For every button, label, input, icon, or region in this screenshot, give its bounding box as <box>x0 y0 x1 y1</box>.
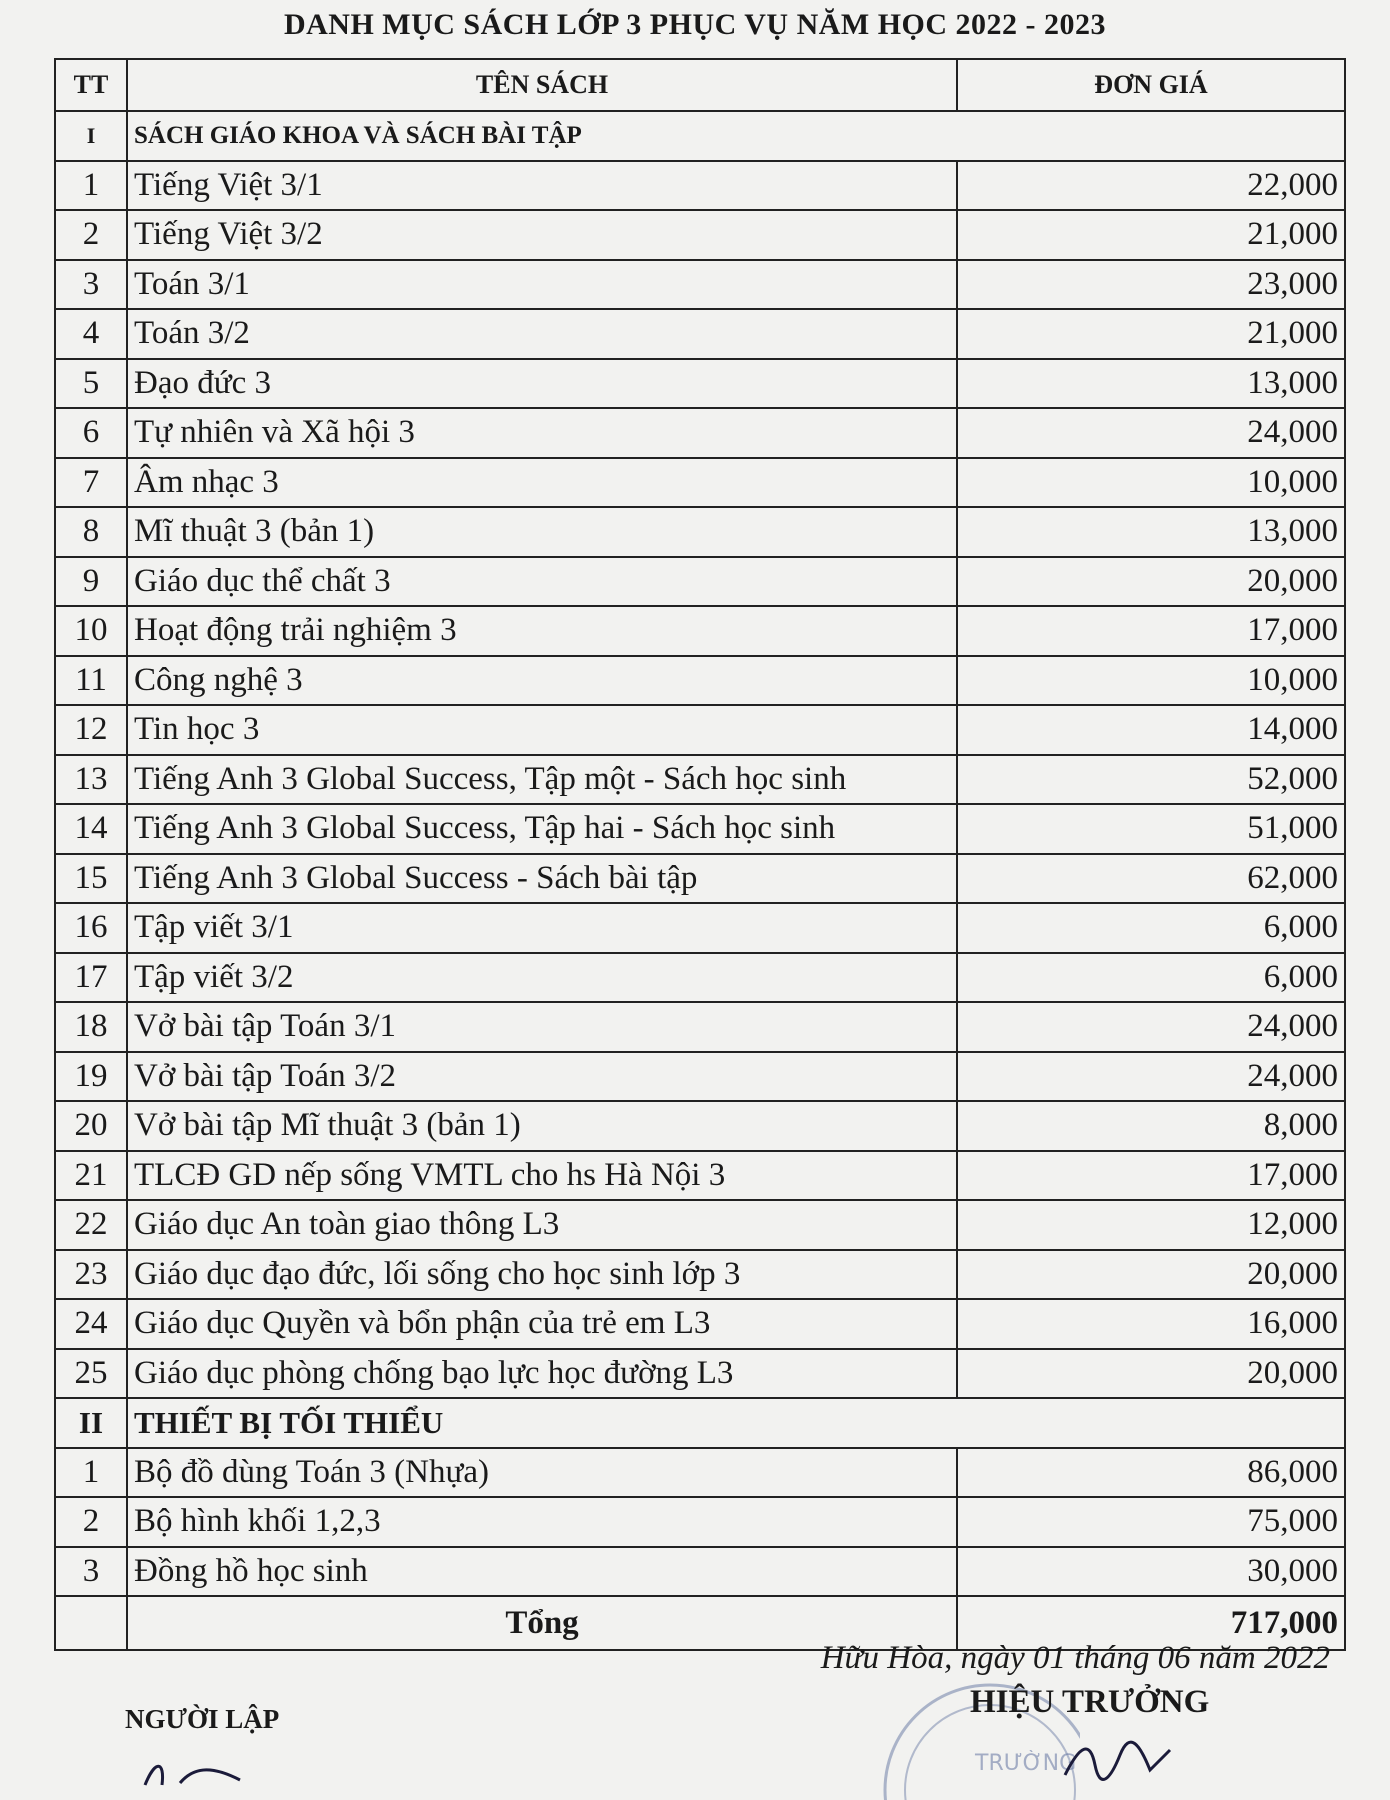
unit-price: 17,000 <box>957 1151 1345 1201</box>
row-number: 17 <box>55 953 127 1003</box>
row-number: 7 <box>55 458 127 508</box>
unit-price: 30,000 <box>957 1547 1345 1597</box>
row-number: 3 <box>55 1547 127 1597</box>
row-number: 9 <box>55 557 127 607</box>
place-and-date: Hữu Hòa, ngày 01 tháng 06 năm 2022 <box>820 1640 1330 1676</box>
row-number: 24 <box>55 1299 127 1349</box>
row-number: 23 <box>55 1250 127 1300</box>
unit-price: 10,000 <box>957 656 1345 706</box>
table-row <box>55 656 1345 706</box>
table-row <box>55 161 1345 211</box>
table-row <box>55 458 1345 508</box>
table-row <box>55 804 1345 854</box>
table-row <box>55 507 1345 557</box>
row-number: 22 <box>55 1200 127 1250</box>
row-number: 16 <box>55 903 127 953</box>
unit-price: 51,000 <box>957 804 1345 854</box>
unit-price: 22,000 <box>957 161 1345 211</box>
section-number: I <box>55 111 127 161</box>
row-number: 18 <box>55 1002 127 1052</box>
unit-price: 16,000 <box>957 1299 1345 1349</box>
table-row <box>55 1052 1345 1102</box>
preparer-label: NGƯỜI LẬP <box>125 1704 280 1734</box>
row-number: 2 <box>55 1497 127 1547</box>
book-name: Tiếng Việt 3/2 <box>127 210 957 260</box>
total-empty-cell <box>55 1596 127 1650</box>
book-name: Tiếng Anh 3 Global Success - Sách bài tập <box>127 854 957 904</box>
unit-price: 75,000 <box>957 1497 1345 1547</box>
book-name: Tin học 3 <box>127 705 957 755</box>
unit-price: 20,000 <box>957 1349 1345 1399</box>
row-number: 5 <box>55 359 127 409</box>
table-row <box>55 1497 1345 1547</box>
book-name: Bộ hình khối 1,2,3 <box>127 1497 957 1547</box>
row-number: 19 <box>55 1052 127 1102</box>
table-row <box>55 755 1345 805</box>
book-price-table <box>54 58 1346 1651</box>
unit-price: 14,000 <box>957 705 1345 755</box>
total-value: 717,000 <box>957 1596 1345 1650</box>
principal-signature-icon <box>1060 1735 1180 1785</box>
section-row-equipment <box>55 1398 1345 1448</box>
book-name: Tập viết 3/2 <box>127 953 957 1003</box>
row-number: 3 <box>55 260 127 310</box>
table-row <box>55 1448 1345 1498</box>
header-tt: TT <box>55 59 127 111</box>
book-name: Giáo dục phòng chống bạo lực học đường L3 <box>127 1349 957 1399</box>
unit-price: 20,000 <box>957 1250 1345 1300</box>
table-row <box>55 557 1345 607</box>
row-number: 10 <box>55 606 127 656</box>
row-number: 1 <box>55 1448 127 1498</box>
section-title: SÁCH GIÁO KHOA VÀ SÁCH BÀI TẬP <box>127 111 1345 161</box>
unit-price: 20,000 <box>957 557 1345 607</box>
unit-price: 62,000 <box>957 854 1345 904</box>
unit-price: 21,000 <box>957 210 1345 260</box>
book-name: Tiếng Anh 3 Global Success, Tập hai - Sách học sinh <box>127 804 957 854</box>
unit-price: 86,000 <box>957 1448 1345 1498</box>
unit-price: 6,000 <box>957 903 1345 953</box>
table-row <box>55 210 1345 260</box>
row-number: 11 <box>55 656 127 706</box>
svg-text:TRƯỜNG: TRƯỜNG <box>975 1751 1077 1776</box>
document-title: DANH MỤC SÁCH LỚP 3 PHỤC VỤ NĂM HỌC 2022 - 2023 <box>283 8 1107 41</box>
row-number: 2 <box>55 210 127 260</box>
book-name: Toán 3/1 <box>127 260 957 310</box>
unit-price: 24,000 <box>957 1052 1345 1102</box>
table-row <box>55 903 1345 953</box>
book-name: TLCĐ GD nếp sống VMTL cho hs Hà Nội 3 <box>127 1151 957 1201</box>
table-row <box>55 1151 1345 1201</box>
unit-price: 13,000 <box>957 359 1345 409</box>
principal-label: HIỆU TRƯỞNG <box>970 1684 1210 1720</box>
preparer-signature-icon <box>140 1755 250 1789</box>
book-name: Tập viết 3/1 <box>127 903 957 953</box>
row-number: 1 <box>55 161 127 211</box>
row-number: 13 <box>55 755 127 805</box>
unit-price: 8,000 <box>957 1101 1345 1151</box>
table-row <box>55 1299 1345 1349</box>
row-number: 8 <box>55 507 127 557</box>
row-number: 25 <box>55 1349 127 1399</box>
book-name: Tự nhiên và Xã hội 3 <box>127 408 957 458</box>
book-name: Hoạt động trải nghiệm 3 <box>127 606 957 656</box>
table-row <box>55 953 1345 1003</box>
row-number: 4 <box>55 309 127 359</box>
book-name: Giáo dục Quyền và bổn phận của trẻ em L3 <box>127 1299 957 1349</box>
row-number: 15 <box>55 854 127 904</box>
book-name: Tiếng Anh 3 Global Success, Tập một - Sách học sinh <box>127 755 957 805</box>
table-row <box>55 606 1345 656</box>
book-name: Công nghệ 3 <box>127 656 957 706</box>
book-name: Giáo dục An toàn giao thông L3 <box>127 1200 957 1250</box>
table-row <box>55 1101 1345 1151</box>
book-name: Âm nhạc 3 <box>127 458 957 508</box>
book-name: Toán 3/2 <box>127 309 957 359</box>
book-name: Giáo dục thể chất 3 <box>127 557 957 607</box>
table-header-row <box>55 59 1345 111</box>
book-name: Giáo dục đạo đức, lối sống cho học sinh lớp 3 <box>127 1250 957 1300</box>
book-name: Đồng hồ học sinh <box>127 1547 957 1597</box>
unit-price: 24,000 <box>957 408 1345 458</box>
row-number: 21 <box>55 1151 127 1201</box>
book-name: Vở bài tập Mĩ thuật 3 (bản 1) <box>127 1101 957 1151</box>
unit-price: 52,000 <box>957 755 1345 805</box>
unit-price: 13,000 <box>957 507 1345 557</box>
table-body <box>55 111 1345 1650</box>
unit-price: 6,000 <box>957 953 1345 1003</box>
book-name: Bộ đồ dùng Toán 3 (Nhựa) <box>127 1448 957 1498</box>
table-row <box>55 1547 1345 1597</box>
total-label: Tổng <box>127 1596 957 1650</box>
table-row <box>55 1200 1345 1250</box>
book-name: Đạo đức 3 <box>127 359 957 409</box>
unit-price: 21,000 <box>957 309 1345 359</box>
unit-price: 23,000 <box>957 260 1345 310</box>
book-name: Tiếng Việt 3/1 <box>127 161 957 211</box>
table-row <box>55 1250 1345 1300</box>
table-row <box>55 1349 1345 1399</box>
table-row <box>55 260 1345 310</box>
unit-price: 12,000 <box>957 1200 1345 1250</box>
unit-price: 24,000 <box>957 1002 1345 1052</box>
section-number: II <box>55 1398 127 1448</box>
table-row <box>55 854 1345 904</box>
table-row <box>55 359 1345 409</box>
row-number: 20 <box>55 1101 127 1151</box>
unit-price: 10,000 <box>957 458 1345 508</box>
book-name: Vở bài tập Toán 3/1 <box>127 1002 957 1052</box>
row-number: 14 <box>55 804 127 854</box>
unit-price: 17,000 <box>957 606 1345 656</box>
book-name: Mĩ thuật 3 (bản 1) <box>127 507 957 557</box>
book-name: Vở bài tập Toán 3/2 <box>127 1052 957 1102</box>
header-unit-price: ĐƠN GIÁ <box>957 59 1345 111</box>
table-row <box>55 309 1345 359</box>
row-number: 6 <box>55 408 127 458</box>
table-row <box>55 705 1345 755</box>
table-row <box>55 1002 1345 1052</box>
row-number: 12 <box>55 705 127 755</box>
header-book-name: TÊN SÁCH <box>127 59 957 111</box>
section-row-textbooks <box>55 111 1345 161</box>
table-row <box>55 408 1345 458</box>
section-title: THIẾT BỊ TỐI THIỂU <box>127 1398 1345 1448</box>
